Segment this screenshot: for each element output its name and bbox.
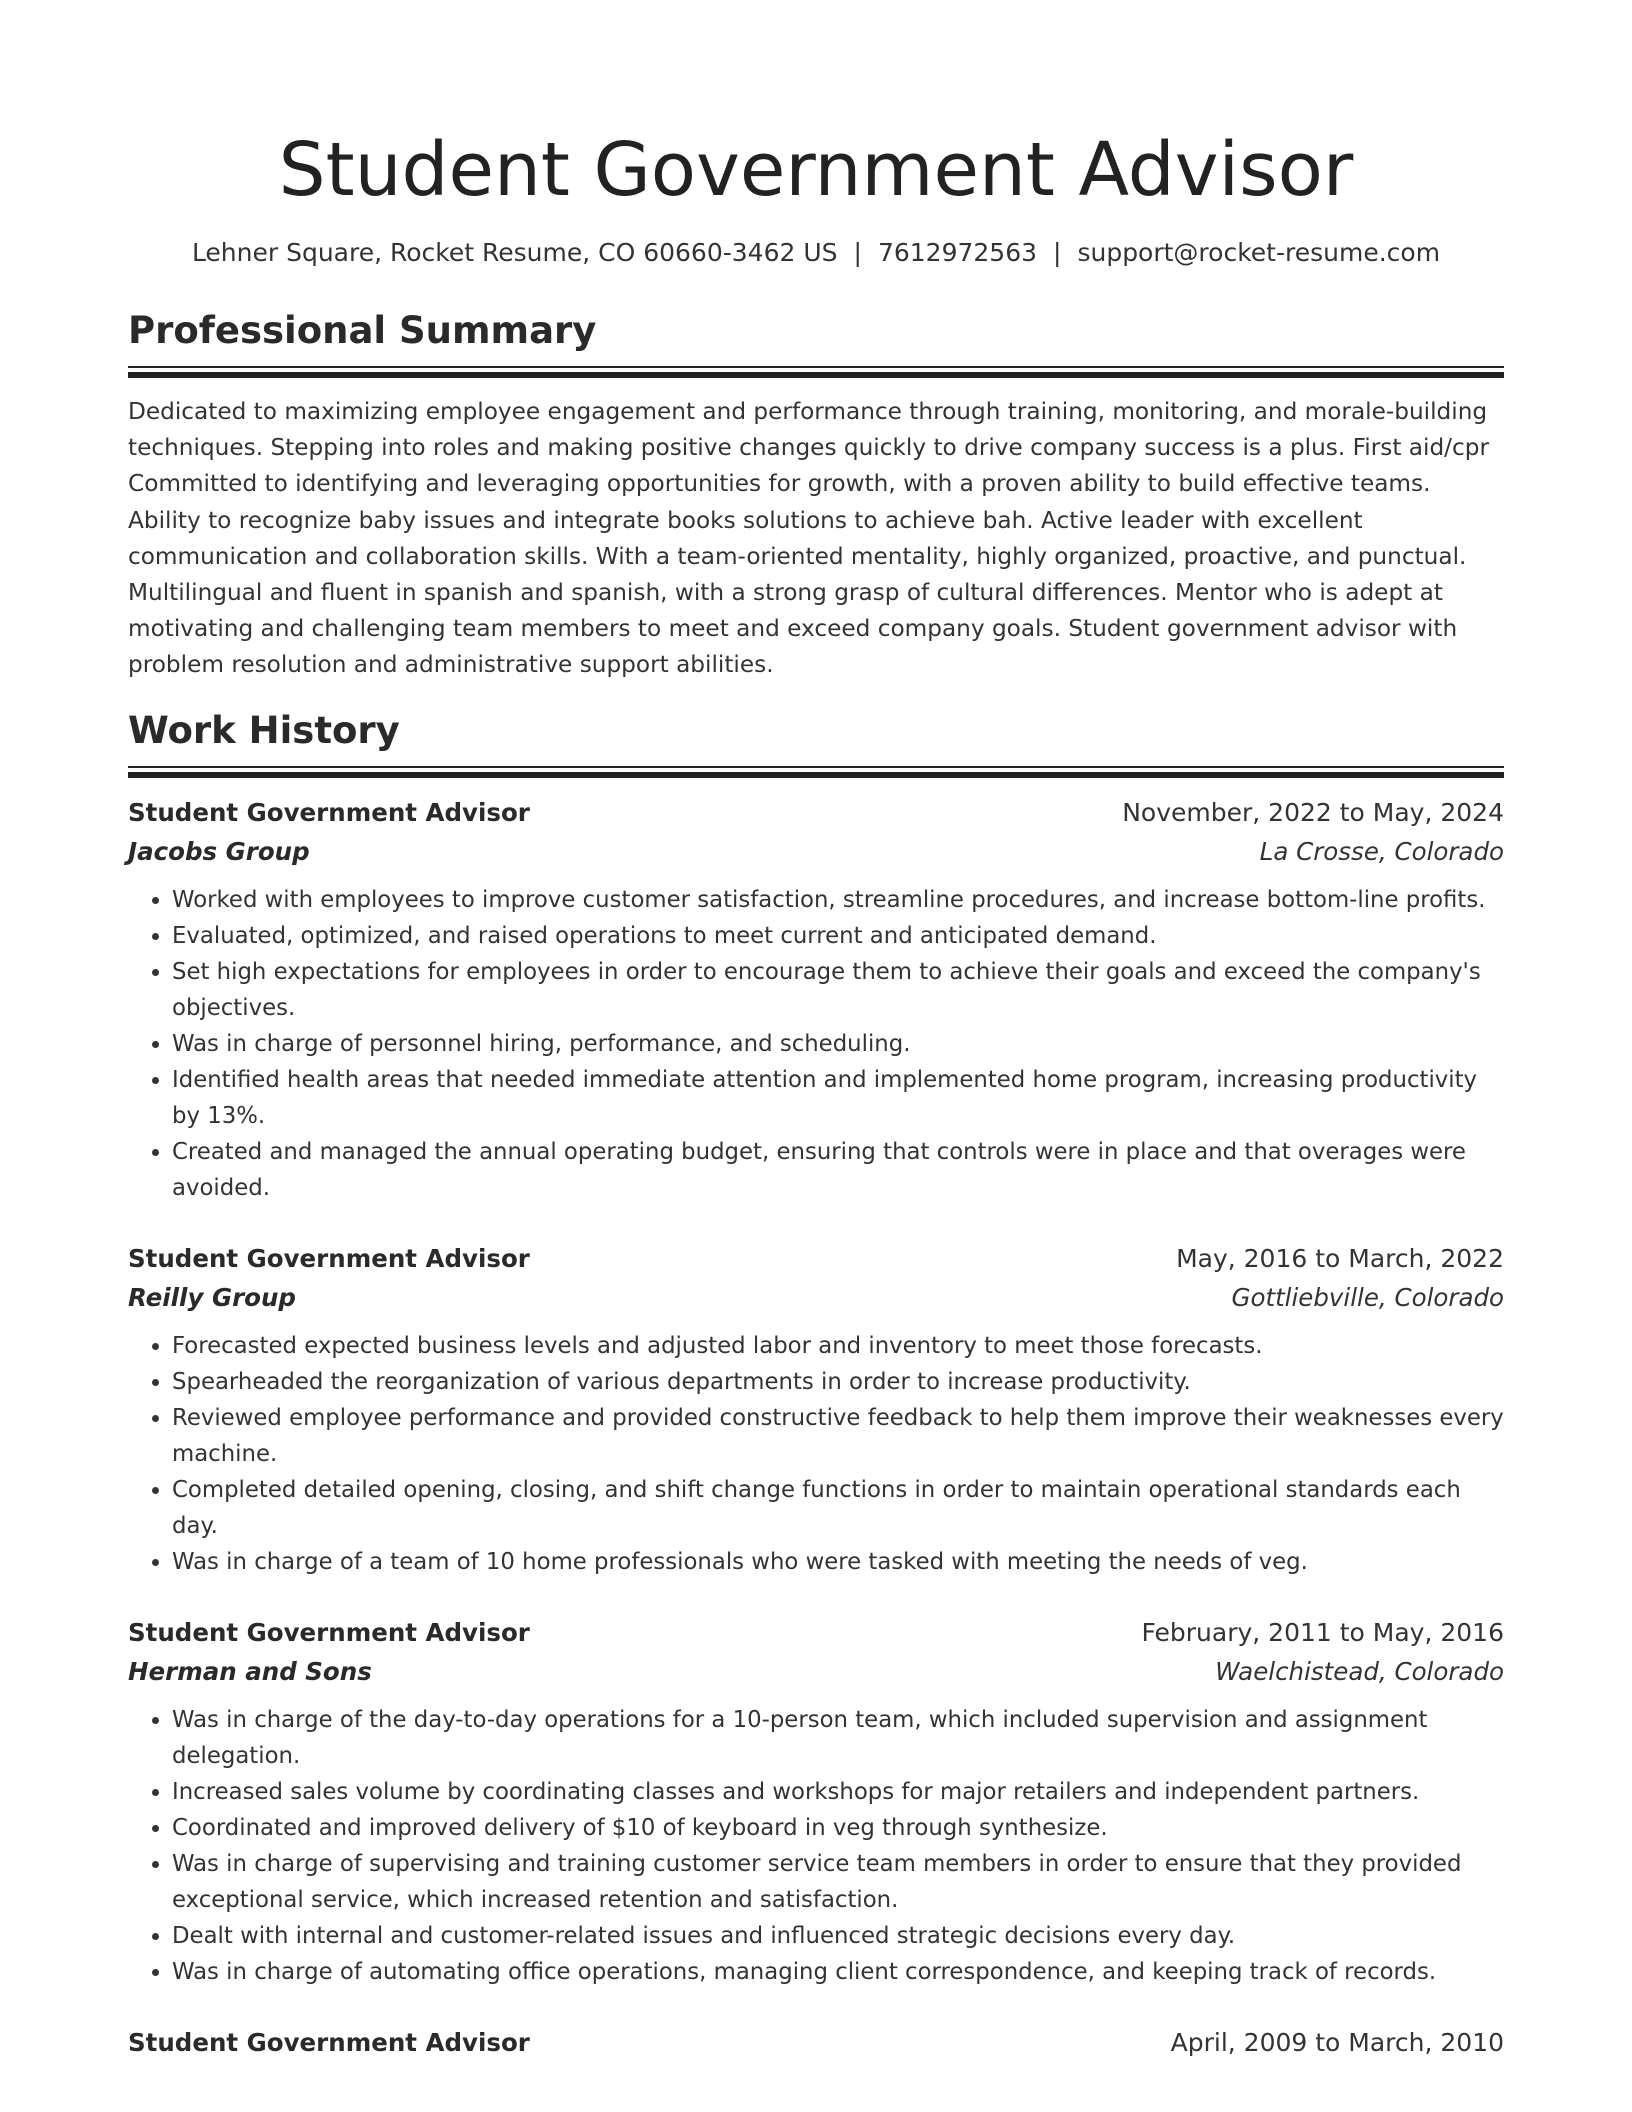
job-bullets [128, 882, 1504, 1206]
job-bullet: • Was in charge of a team of 10 home professionals who were tasked with meeting the needs of veg. [172, 1544, 1504, 1580]
job-bullet: • Was in charge of automating office operations, managing client correspondence, and keeping track of records. [172, 1954, 1504, 1990]
job-bullet: • Set high expectations for employees in order to encourage them to achieve their goals and exceed the company's objectives. [172, 954, 1504, 1026]
email: support@rocket-resume.com [1077, 238, 1441, 267]
job-dates: April, 2009 to March, 2010 [1170, 2027, 1504, 2057]
job-location: La Crosse, Colorado [1259, 836, 1504, 866]
summary-text: Dedicated to maximizing employee engagement and performance through training, monitoring, and morale-building techniques. Stepping into roles and making positive changes quickly to drive company success is a plus. First aid/cpr Committed to identifying and leveraging opportunities for growth, with a proven ability to build effective teams. Ability to recognize baby issues and integrate books solutions to achieve bah. Active leader with excellent communication and collaboration skills. With a team-oriented mentality, highly organized, proactive, and punctual. Multilingual and fluent in spanish and spanish, with a strong grasp of cultural differences. Mentor who is adept at motivating and challenging team members to meet and exceed company goals. Student government advisor with problem resolution and administrative support abilities. [128, 398, 1489, 679]
job-bullet: • Was in charge of the day-to-day operations for a 10-person team, which included supervision and assignment delegation. [172, 1702, 1504, 1774]
job-bullet: • Increased sales volume by coordinating classes and workshops for major retailers and independent partners. [172, 1774, 1504, 1810]
contact-line [128, 236, 1504, 270]
job-location: Gottliebville, Colorado [1231, 1282, 1504, 1312]
job-bullet: • Dealt with internal and customer-related issues and influenced strategic decisions every day. [172, 1918, 1504, 1954]
resume-page [128, 0, 1504, 2062]
job-title: Student Government Advisor [128, 2027, 530, 2057]
job-dates: February, 2011 to May, 2016 [1141, 1617, 1504, 1647]
job-bullet: • Reviewed employee performance and provided constructive feedback to help them improve their weaknesses every machine. [172, 1400, 1504, 1472]
section-divider [128, 766, 1504, 778]
separator: | [1053, 238, 1062, 267]
section-divider [128, 366, 1504, 378]
job-bullet: • Worked with employees to improve customer satisfaction, streamline procedures, and increase bottom-line profits. [172, 882, 1504, 918]
job-bullets [128, 1328, 1504, 1580]
work-history-section [128, 708, 1504, 2062]
job-bullet: • Was in charge of supervising and training customer service team members in order to ensure that they provided exceptional service, which increased retention and satisfaction. [172, 1846, 1504, 1918]
job-bullet: • Forecasted expected business levels and adjusted labor and inventory to meet those forecasts. [172, 1328, 1504, 1364]
section-heading: Work History [128, 708, 400, 752]
job-bullets [128, 1702, 1504, 1990]
job-bullet: • Created and managed the annual operating budget, ensuring that controls were in place and that overages were avoided. [172, 1134, 1504, 1206]
job-entry [128, 1240, 1504, 1580]
job-entry [128, 1614, 1504, 1990]
section-heading: Professional Summary [128, 309, 597, 352]
job-company: Reilly Group [128, 1282, 296, 1312]
job-entry [128, 794, 1504, 1206]
job-bullet: • Completed detailed opening, closing, and shift change functions in order to maintain operational standards each day. [172, 1472, 1504, 1544]
job-title: Student Government Advisor [128, 1243, 530, 1273]
job-bullet: • Coordinated and improved delivery of $10 of keyboard in veg through synthesize. [172, 1810, 1504, 1846]
job-entry [128, 2024, 1504, 2062]
summary-section [128, 308, 1504, 684]
address: Lehner Square, Rocket Resume, CO 60660-3462 US [191, 238, 838, 267]
job-title: Student Government Advisor [128, 797, 530, 827]
job-bullet: • Spearheaded the reorganization of various departments in order to increase productivity. [172, 1364, 1504, 1400]
job-bullet: • Identified health areas that needed immediate attention and implemented home program, increasing productivity by 13%. [172, 1062, 1504, 1134]
phone: 7612972563 [877, 238, 1038, 267]
job-bullet: • Evaluated, optimized, and raised operations to meet current and anticipated demand. [172, 918, 1504, 954]
job-company: Jacobs Group [128, 836, 310, 866]
job-location: Waelchistead, Colorado [1215, 1656, 1504, 1686]
candidate-name: Student Government Advisor [278, 127, 1354, 213]
job-bullet: • Was in charge of personnel hiring, performance, and scheduling. [172, 1026, 1504, 1062]
job-dates: November, 2022 to May, 2024 [1122, 797, 1504, 827]
job-company: Herman and Sons [128, 1656, 372, 1686]
job-dates: May, 2016 to March, 2022 [1176, 1243, 1504, 1273]
separator: | [853, 238, 862, 267]
job-title: Student Government Advisor [128, 1617, 530, 1647]
